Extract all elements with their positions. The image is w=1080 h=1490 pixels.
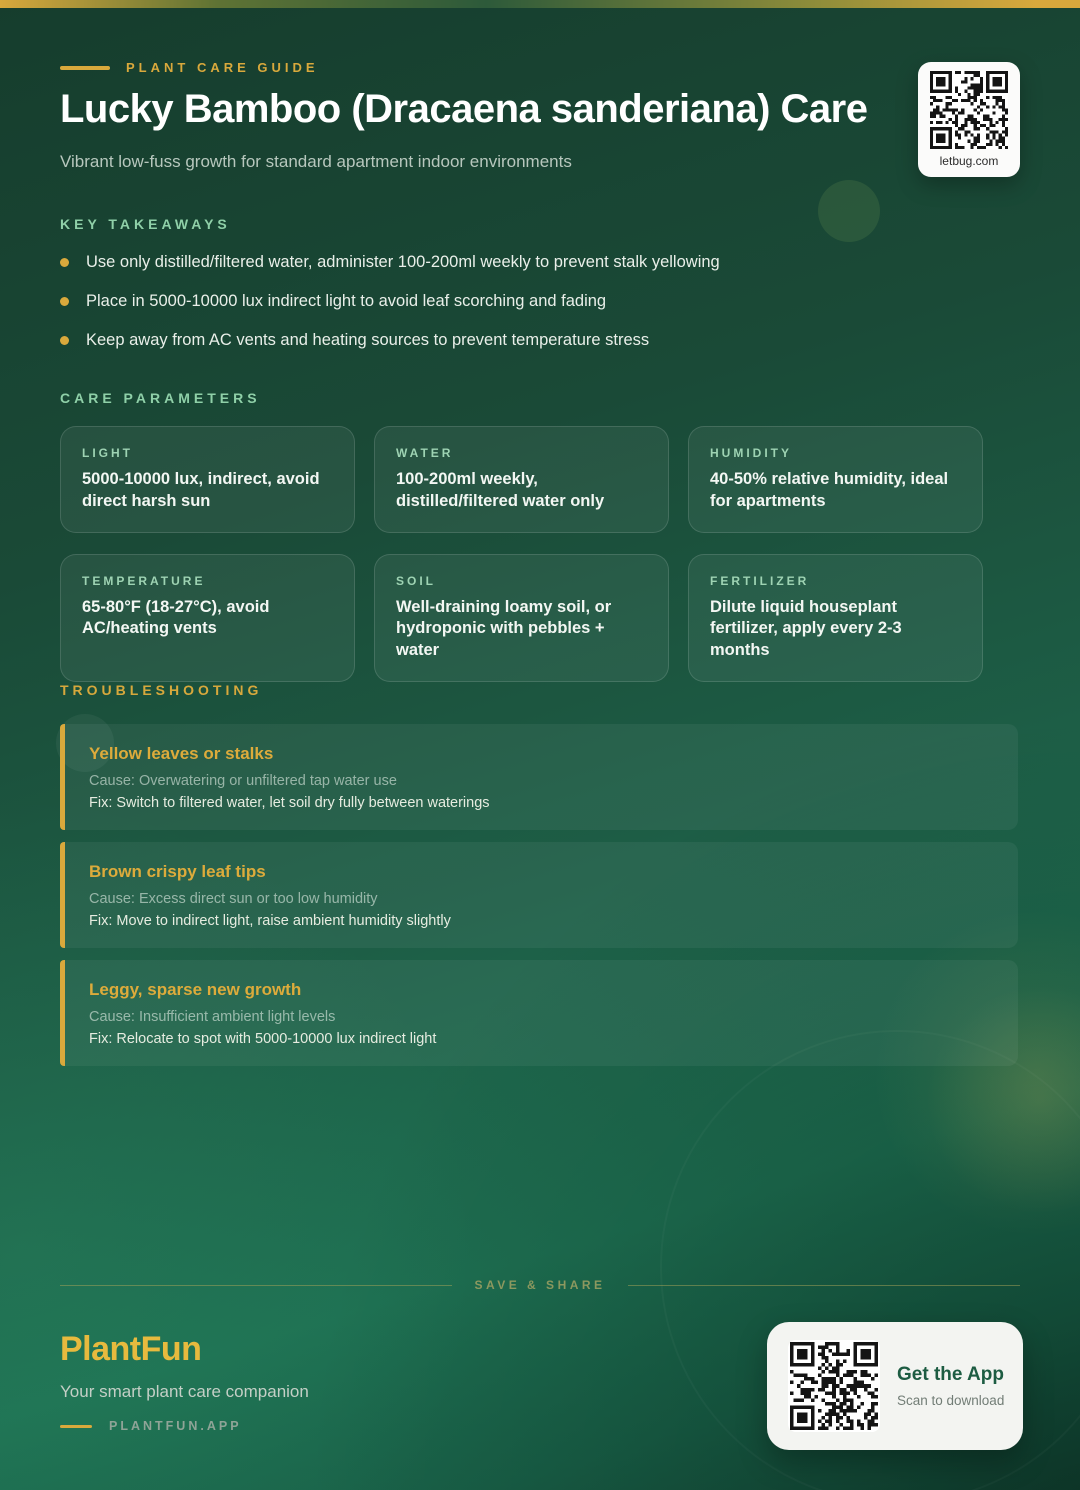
trouble-panel [60, 842, 1018, 948]
eyebrow-dash [60, 66, 110, 70]
takeaway-text: Place in 5000-10000 lux indirect light to avoid leaf scorching and fading [86, 292, 607, 310]
page-subtitle: Vibrant low-fuss growth for standard apartment indoor environments [60, 152, 572, 171]
care-parameters-section [60, 390, 983, 682]
brand-block [60, 1330, 309, 1433]
brand-name: PlantFun [60, 1330, 202, 1368]
divider-line [628, 1285, 1020, 1286]
param-card-water [374, 426, 669, 533]
brand-website: PLANTFUN.APP [109, 1419, 242, 1433]
trouble-title: Brown crispy leaf tips [89, 862, 266, 881]
brand-tagline: Your smart plant care companion [60, 1382, 309, 1401]
param-label: LIGHT [82, 446, 133, 460]
param-label: WATER [396, 446, 454, 460]
param-value: 65-80°F (18-27°C), avoid AC/heating vents [82, 597, 270, 638]
trouble-fix: Fix: Relocate to spot with 5000-10000 lux indirect light [89, 1031, 437, 1047]
trouble-panel [60, 960, 1018, 1066]
param-value: 5000-10000 lux, indirect, avoid direct harsh sun [82, 470, 320, 510]
param-value: 100-200ml weekly, distilled/filtered water only [396, 470, 605, 510]
param-label: SOIL [396, 573, 437, 588]
trouble-panel [60, 724, 1018, 830]
key-takeaways-section [60, 216, 1020, 369]
trouble-title: Leggy, sparse new growth [89, 980, 302, 999]
bullet-dot-icon [60, 297, 69, 306]
param-label: FERTILIZER [710, 573, 810, 588]
param-card-humidity [688, 426, 983, 533]
eyebrow-label: PLANT CARE GUIDE [126, 60, 319, 75]
care-parameters-grid [60, 426, 983, 682]
takeaway-list [60, 252, 1020, 351]
save-share-divider [60, 1278, 1020, 1292]
bullet-dot-icon [60, 258, 69, 267]
bullet-dot-icon [60, 336, 69, 345]
top-accent-stripe [0, 0, 1080, 8]
takeaway-item [60, 291, 1020, 312]
app-card-title: Get the App [897, 1364, 1004, 1385]
takeaway-item [60, 252, 1020, 273]
qr-code-top [930, 71, 1008, 149]
brand-site-row [60, 1419, 309, 1433]
divider-line [60, 1285, 452, 1286]
qr-caption: letbug.com [939, 154, 999, 168]
trouble-cause: Cause: Excess direct sun or too low humidity [89, 891, 378, 907]
takeaway-text: Keep away from AC vents and heating sources to prevent temperature stress [86, 331, 650, 349]
troubleshooting-list [60, 724, 1018, 1066]
care-parameters-heading: CARE PARAMETERS [60, 390, 261, 406]
key-takeaways-heading: KEY TAKEAWAYS [60, 216, 231, 232]
trouble-title: Yellow leaves or stalks [89, 744, 274, 763]
param-card-fertilizer [688, 554, 983, 682]
param-card-soil [374, 554, 669, 682]
troubleshooting-heading: TROUBLESHOOTING [60, 682, 263, 698]
param-card-light [60, 426, 355, 533]
param-value: Dilute liquid houseplant fertilizer, apply every 2-3 months [710, 597, 902, 660]
site-dash [60, 1425, 92, 1428]
param-label: TEMPERATURE [82, 573, 206, 588]
trouble-fix: Fix: Switch to filtered water, let soil dry fully between waterings [89, 795, 490, 811]
troubleshooting-section [60, 682, 1018, 1078]
param-value: 40-50% relative humidity, ideal for apartments [710, 470, 949, 510]
trouble-cause: Cause: Insufficient ambient light levels [89, 1009, 336, 1025]
qr-code-app [788, 1340, 880, 1432]
divider-label: SAVE & SHARE [474, 1278, 606, 1292]
get-app-card [767, 1322, 1023, 1450]
takeaway-item [60, 330, 1020, 351]
takeaway-text: Use only distilled/filtered water, administer 100-200ml weekly to prevent stalk yellowing [86, 253, 720, 271]
app-card-text [897, 1364, 1004, 1408]
trouble-cause: Cause: Overwatering or unfiltered tap water use [89, 773, 397, 789]
eyebrow [60, 60, 319, 75]
page-title: Lucky Bamboo (Dracaena sanderiana) Care [60, 87, 868, 131]
trouble-fix: Fix: Move to indirect light, raise ambient humidity slightly [89, 913, 451, 929]
qr-card-top [918, 62, 1020, 177]
app-card-subtitle: Scan to download [897, 1393, 1005, 1408]
param-label: HUMIDITY [710, 446, 792, 460]
param-value: Well-draining loamy soil, or hydroponic with pebbles + water [396, 597, 612, 660]
param-card-temperature [60, 554, 355, 682]
